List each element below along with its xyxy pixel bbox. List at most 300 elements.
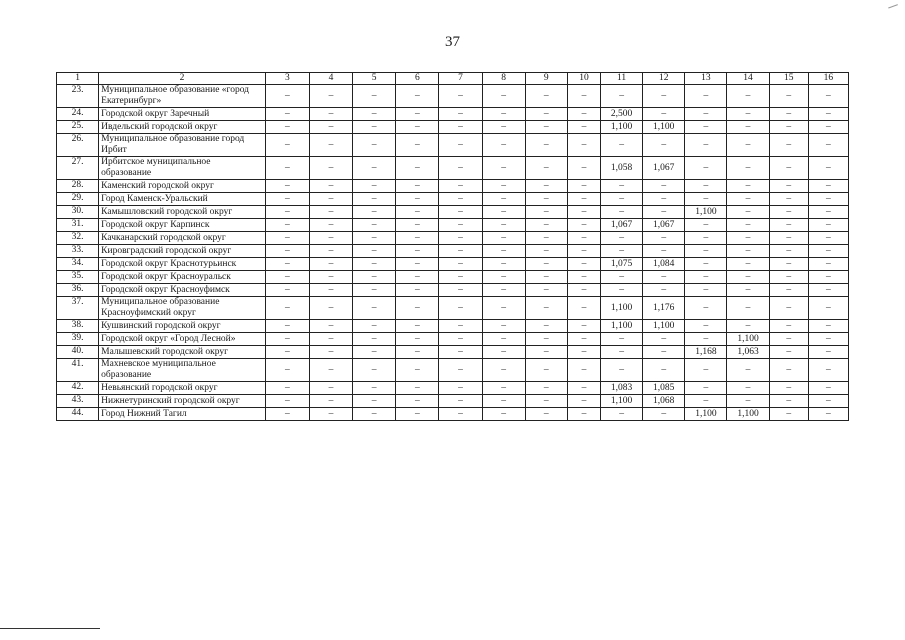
value-cell: – [643,232,685,245]
row-number: 26. [57,134,99,157]
value-cell: – [439,245,482,258]
value-cell: – [769,180,808,193]
column-header: 9 [525,73,567,85]
municipality-name: Каменский городской округ [99,180,266,193]
value-cell: – [396,408,439,421]
value-cell: 1,084 [643,258,685,271]
value-cell: – [567,346,600,359]
value-cell: – [601,85,643,108]
value-cell: – [643,333,685,346]
value-cell: – [685,245,727,258]
value-cell: – [808,333,848,346]
value-cell: – [265,157,309,180]
row-number: 38. [57,320,99,333]
value-cell: – [808,134,848,157]
value-cell: – [482,320,525,333]
value-cell: – [353,180,396,193]
value-cell: – [525,258,567,271]
municipality-name: Городской округ Красноуфимск [99,284,266,297]
value-cell: – [396,157,439,180]
value-cell: – [567,382,600,395]
value-cell: – [482,284,525,297]
value-cell: – [727,258,769,271]
value-cell: – [727,395,769,408]
value-cell: – [353,346,396,359]
value-cell: – [309,258,352,271]
value-cell: – [396,258,439,271]
value-cell: – [727,180,769,193]
value-cell: – [808,258,848,271]
value-cell: 1,100 [643,121,685,134]
value-cell: – [567,258,600,271]
value-cell: – [482,134,525,157]
value-cell: – [482,408,525,421]
value-cell: – [265,346,309,359]
value-cell: – [685,271,727,284]
value-cell: – [439,206,482,219]
value-cell: – [353,271,396,284]
value-cell: – [265,219,309,232]
table-row [57,245,849,258]
value-cell: – [567,134,600,157]
table-row [57,395,849,408]
value-cell: 1,100 [601,297,643,320]
value-cell: – [525,333,567,346]
value-cell: – [769,157,808,180]
value-cell: 2,500 [601,108,643,121]
header-row [57,73,849,85]
value-cell: – [769,206,808,219]
value-cell: – [482,193,525,206]
value-cell: – [482,395,525,408]
row-number: 35. [57,271,99,284]
data-table [56,72,849,421]
value-cell: – [482,359,525,382]
value-cell: – [265,284,309,297]
value-cell: – [567,85,600,108]
value-cell: – [727,157,769,180]
value-cell: – [265,297,309,320]
value-cell: 1,067 [643,157,685,180]
value-cell: – [727,219,769,232]
value-cell: – [396,232,439,245]
value-cell: – [727,134,769,157]
value-cell: – [808,108,848,121]
column-header: 5 [353,73,396,85]
value-cell: – [309,408,352,421]
column-header: 8 [482,73,525,85]
value-cell: – [643,193,685,206]
row-number: 23. [57,85,99,108]
value-cell: – [769,271,808,284]
table-row [57,408,849,421]
value-cell: – [601,180,643,193]
value-cell: – [396,180,439,193]
value-cell: 1,085 [643,382,685,395]
value-cell: – [353,382,396,395]
value-cell: – [482,232,525,245]
value-cell: – [265,245,309,258]
row-number: 39. [57,333,99,346]
row-number: 41. [57,359,99,382]
column-header: 15 [769,73,808,85]
value-cell: – [769,346,808,359]
value-cell: – [309,395,352,408]
value-cell: – [525,134,567,157]
value-cell: – [643,271,685,284]
value-cell: – [353,359,396,382]
value-cell: – [309,121,352,134]
value-cell: – [265,320,309,333]
table-row [57,258,849,271]
value-cell: – [808,271,848,284]
column-header: 6 [396,73,439,85]
table-row [57,157,849,180]
value-cell: – [769,134,808,157]
value-cell: – [439,320,482,333]
municipality-name: Ирбитское муниципальное образование [99,157,266,180]
table-row [57,333,849,346]
value-cell: – [769,193,808,206]
value-cell: – [567,359,600,382]
municipality-name: Нижнетуринский городской округ [99,395,266,408]
value-cell: 1,100 [601,320,643,333]
municipality-name: Муниципальное образование «город Екатеринбург» [99,85,266,108]
value-cell: – [525,108,567,121]
value-cell: – [396,346,439,359]
table-row [57,206,849,219]
value-cell: 1,100 [685,408,727,421]
table-row [57,121,849,134]
value-cell: – [439,121,482,134]
value-cell: – [309,180,352,193]
table-row [57,232,849,245]
value-cell: – [643,346,685,359]
value-cell: – [567,108,600,121]
value-cell: – [482,157,525,180]
value-cell: – [525,382,567,395]
column-header: 13 [685,73,727,85]
value-cell: – [309,245,352,258]
row-number: 29. [57,193,99,206]
value-cell: – [769,333,808,346]
value-cell: 1,168 [685,346,727,359]
value-cell: – [439,134,482,157]
column-header: 7 [439,73,482,85]
value-cell: – [685,382,727,395]
value-cell: – [439,232,482,245]
column-header: 4 [309,73,352,85]
value-cell: 1,063 [727,346,769,359]
municipality-name: Городской округ «Город Лесной» [99,333,266,346]
value-cell: – [727,245,769,258]
value-cell: – [439,108,482,121]
value-cell: – [439,219,482,232]
value-cell: – [525,245,567,258]
value-cell: 1,176 [643,297,685,320]
value-cell: – [482,206,525,219]
value-cell: – [685,333,727,346]
value-cell: 1,100 [601,395,643,408]
value-cell: – [309,85,352,108]
table-row [57,271,849,284]
value-cell: – [353,297,396,320]
value-cell: – [685,134,727,157]
value-cell: – [396,333,439,346]
value-cell: – [439,382,482,395]
value-cell: – [685,193,727,206]
row-number: 34. [57,258,99,271]
column-header: 14 [727,73,769,85]
value-cell: – [353,395,396,408]
value-cell: – [727,284,769,297]
value-cell: – [643,85,685,108]
value-cell: – [769,258,808,271]
value-cell: – [808,85,848,108]
value-cell: – [567,193,600,206]
table-row [57,320,849,333]
value-cell: – [685,320,727,333]
value-cell: – [439,157,482,180]
value-cell: – [396,193,439,206]
value-cell: – [309,284,352,297]
value-cell: – [601,232,643,245]
value-cell: – [567,206,600,219]
value-cell: – [601,134,643,157]
column-header: 16 [808,73,848,85]
value-cell: – [727,193,769,206]
value-cell: – [808,284,848,297]
value-cell: – [525,206,567,219]
value-cell: – [396,121,439,134]
value-cell: – [525,346,567,359]
value-cell: – [482,180,525,193]
row-number: 43. [57,395,99,408]
value-cell: – [567,284,600,297]
value-cell: – [808,359,848,382]
value-cell: – [525,271,567,284]
value-cell: – [265,134,309,157]
value-cell: – [567,408,600,421]
value-cell: – [769,219,808,232]
table-row [57,382,849,395]
value-cell: – [482,258,525,271]
value-cell: – [567,157,600,180]
value-cell: – [601,206,643,219]
municipality-name: Качканарский городской округ [99,232,266,245]
value-cell: – [482,108,525,121]
value-cell: – [567,245,600,258]
column-header: 1 [57,73,99,85]
value-cell: – [727,320,769,333]
value-cell: – [353,85,396,108]
value-cell: – [685,297,727,320]
column-header: 11 [601,73,643,85]
value-cell: – [808,408,848,421]
value-cell: – [685,359,727,382]
value-cell: – [482,85,525,108]
value-cell: – [769,395,808,408]
value-cell: – [353,333,396,346]
value-cell: – [525,320,567,333]
value-cell: – [439,284,482,297]
row-number: 36. [57,284,99,297]
value-cell: – [808,219,848,232]
value-cell: – [353,320,396,333]
value-cell: – [309,232,352,245]
value-cell: – [685,395,727,408]
value-cell: – [396,206,439,219]
value-cell: 1,075 [601,258,643,271]
value-cell: – [525,157,567,180]
column-header: 2 [99,73,266,85]
value-cell: – [396,219,439,232]
value-cell: – [525,85,567,108]
value-cell: – [309,206,352,219]
scan-mark [886,0,898,8]
value-cell: – [567,219,600,232]
value-cell: – [265,232,309,245]
column-header: 3 [265,73,309,85]
value-cell: – [727,382,769,395]
value-cell: – [769,232,808,245]
row-number: 28. [57,180,99,193]
value-cell: – [567,180,600,193]
value-cell: – [396,284,439,297]
value-cell: – [769,121,808,134]
value-cell: – [353,134,396,157]
municipality-name: Городской округ Заречный [99,108,266,121]
value-cell: – [601,245,643,258]
value-cell: – [643,206,685,219]
value-cell: – [353,245,396,258]
value-cell: – [567,395,600,408]
value-cell: – [439,297,482,320]
value-cell: – [439,359,482,382]
value-cell: – [525,180,567,193]
value-cell: – [353,232,396,245]
value-cell: 1,067 [601,219,643,232]
value-cell: – [482,271,525,284]
value-cell: – [769,382,808,395]
value-cell: – [727,271,769,284]
value-cell: – [439,346,482,359]
value-cell: – [482,245,525,258]
value-cell: – [769,359,808,382]
value-cell: – [265,108,309,121]
value-cell: – [396,395,439,408]
table-row [57,193,849,206]
value-cell: – [567,333,600,346]
municipality-name: Город Каменск-Уральский [99,193,266,206]
value-cell: – [353,206,396,219]
value-cell: – [353,108,396,121]
value-cell: – [769,284,808,297]
municipality-name: Муниципальное образование город Ирбит [99,134,266,157]
value-cell: – [482,382,525,395]
value-cell: – [309,320,352,333]
column-header: 12 [643,73,685,85]
value-cell: – [396,359,439,382]
value-cell: – [769,245,808,258]
row-number: 37. [57,297,99,320]
value-cell: – [396,85,439,108]
value-cell: – [685,284,727,297]
value-cell: – [439,395,482,408]
value-cell: – [601,333,643,346]
value-cell: – [685,258,727,271]
value-cell: – [309,359,352,382]
value-cell: – [396,245,439,258]
value-cell: – [643,359,685,382]
value-cell: – [601,359,643,382]
value-cell: – [643,108,685,121]
value-cell: – [567,320,600,333]
value-cell: – [685,157,727,180]
value-cell: 1,100 [643,320,685,333]
value-cell: – [309,271,352,284]
value-cell: 1,083 [601,382,643,395]
value-cell: – [265,382,309,395]
value-cell: – [353,157,396,180]
value-cell: – [439,258,482,271]
value-cell: – [309,108,352,121]
value-cell: – [685,232,727,245]
row-number: 44. [57,408,99,421]
value-cell: – [265,121,309,134]
value-cell: – [601,193,643,206]
column-header: 10 [567,73,600,85]
value-cell: – [685,108,727,121]
value-cell: – [769,408,808,421]
value-cell: – [353,121,396,134]
value-cell: – [808,193,848,206]
value-cell: – [439,85,482,108]
value-cell: – [601,284,643,297]
value-cell: – [482,297,525,320]
value-cell: – [525,395,567,408]
value-cell: – [265,206,309,219]
row-number: 31. [57,219,99,232]
value-cell: – [482,219,525,232]
table-row [57,284,849,297]
value-cell: – [525,408,567,421]
value-cell: 1,100 [727,333,769,346]
value-cell: – [808,395,848,408]
value-cell: – [727,297,769,320]
value-cell: – [643,245,685,258]
value-cell: 1,068 [643,395,685,408]
value-cell: – [685,85,727,108]
row-number: 24. [57,108,99,121]
value-cell: – [265,408,309,421]
value-cell: – [309,157,352,180]
value-cell: – [643,408,685,421]
row-number: 40. [57,346,99,359]
value-cell: – [567,271,600,284]
row-number: 42. [57,382,99,395]
value-cell: 1,100 [685,206,727,219]
value-cell: – [727,232,769,245]
value-cell: – [265,333,309,346]
municipality-name: Город Нижний Тагил [99,408,266,421]
value-cell: – [309,193,352,206]
value-cell: – [808,346,848,359]
value-cell: – [727,85,769,108]
value-cell: – [769,85,808,108]
value-cell: – [265,258,309,271]
value-cell: – [643,284,685,297]
